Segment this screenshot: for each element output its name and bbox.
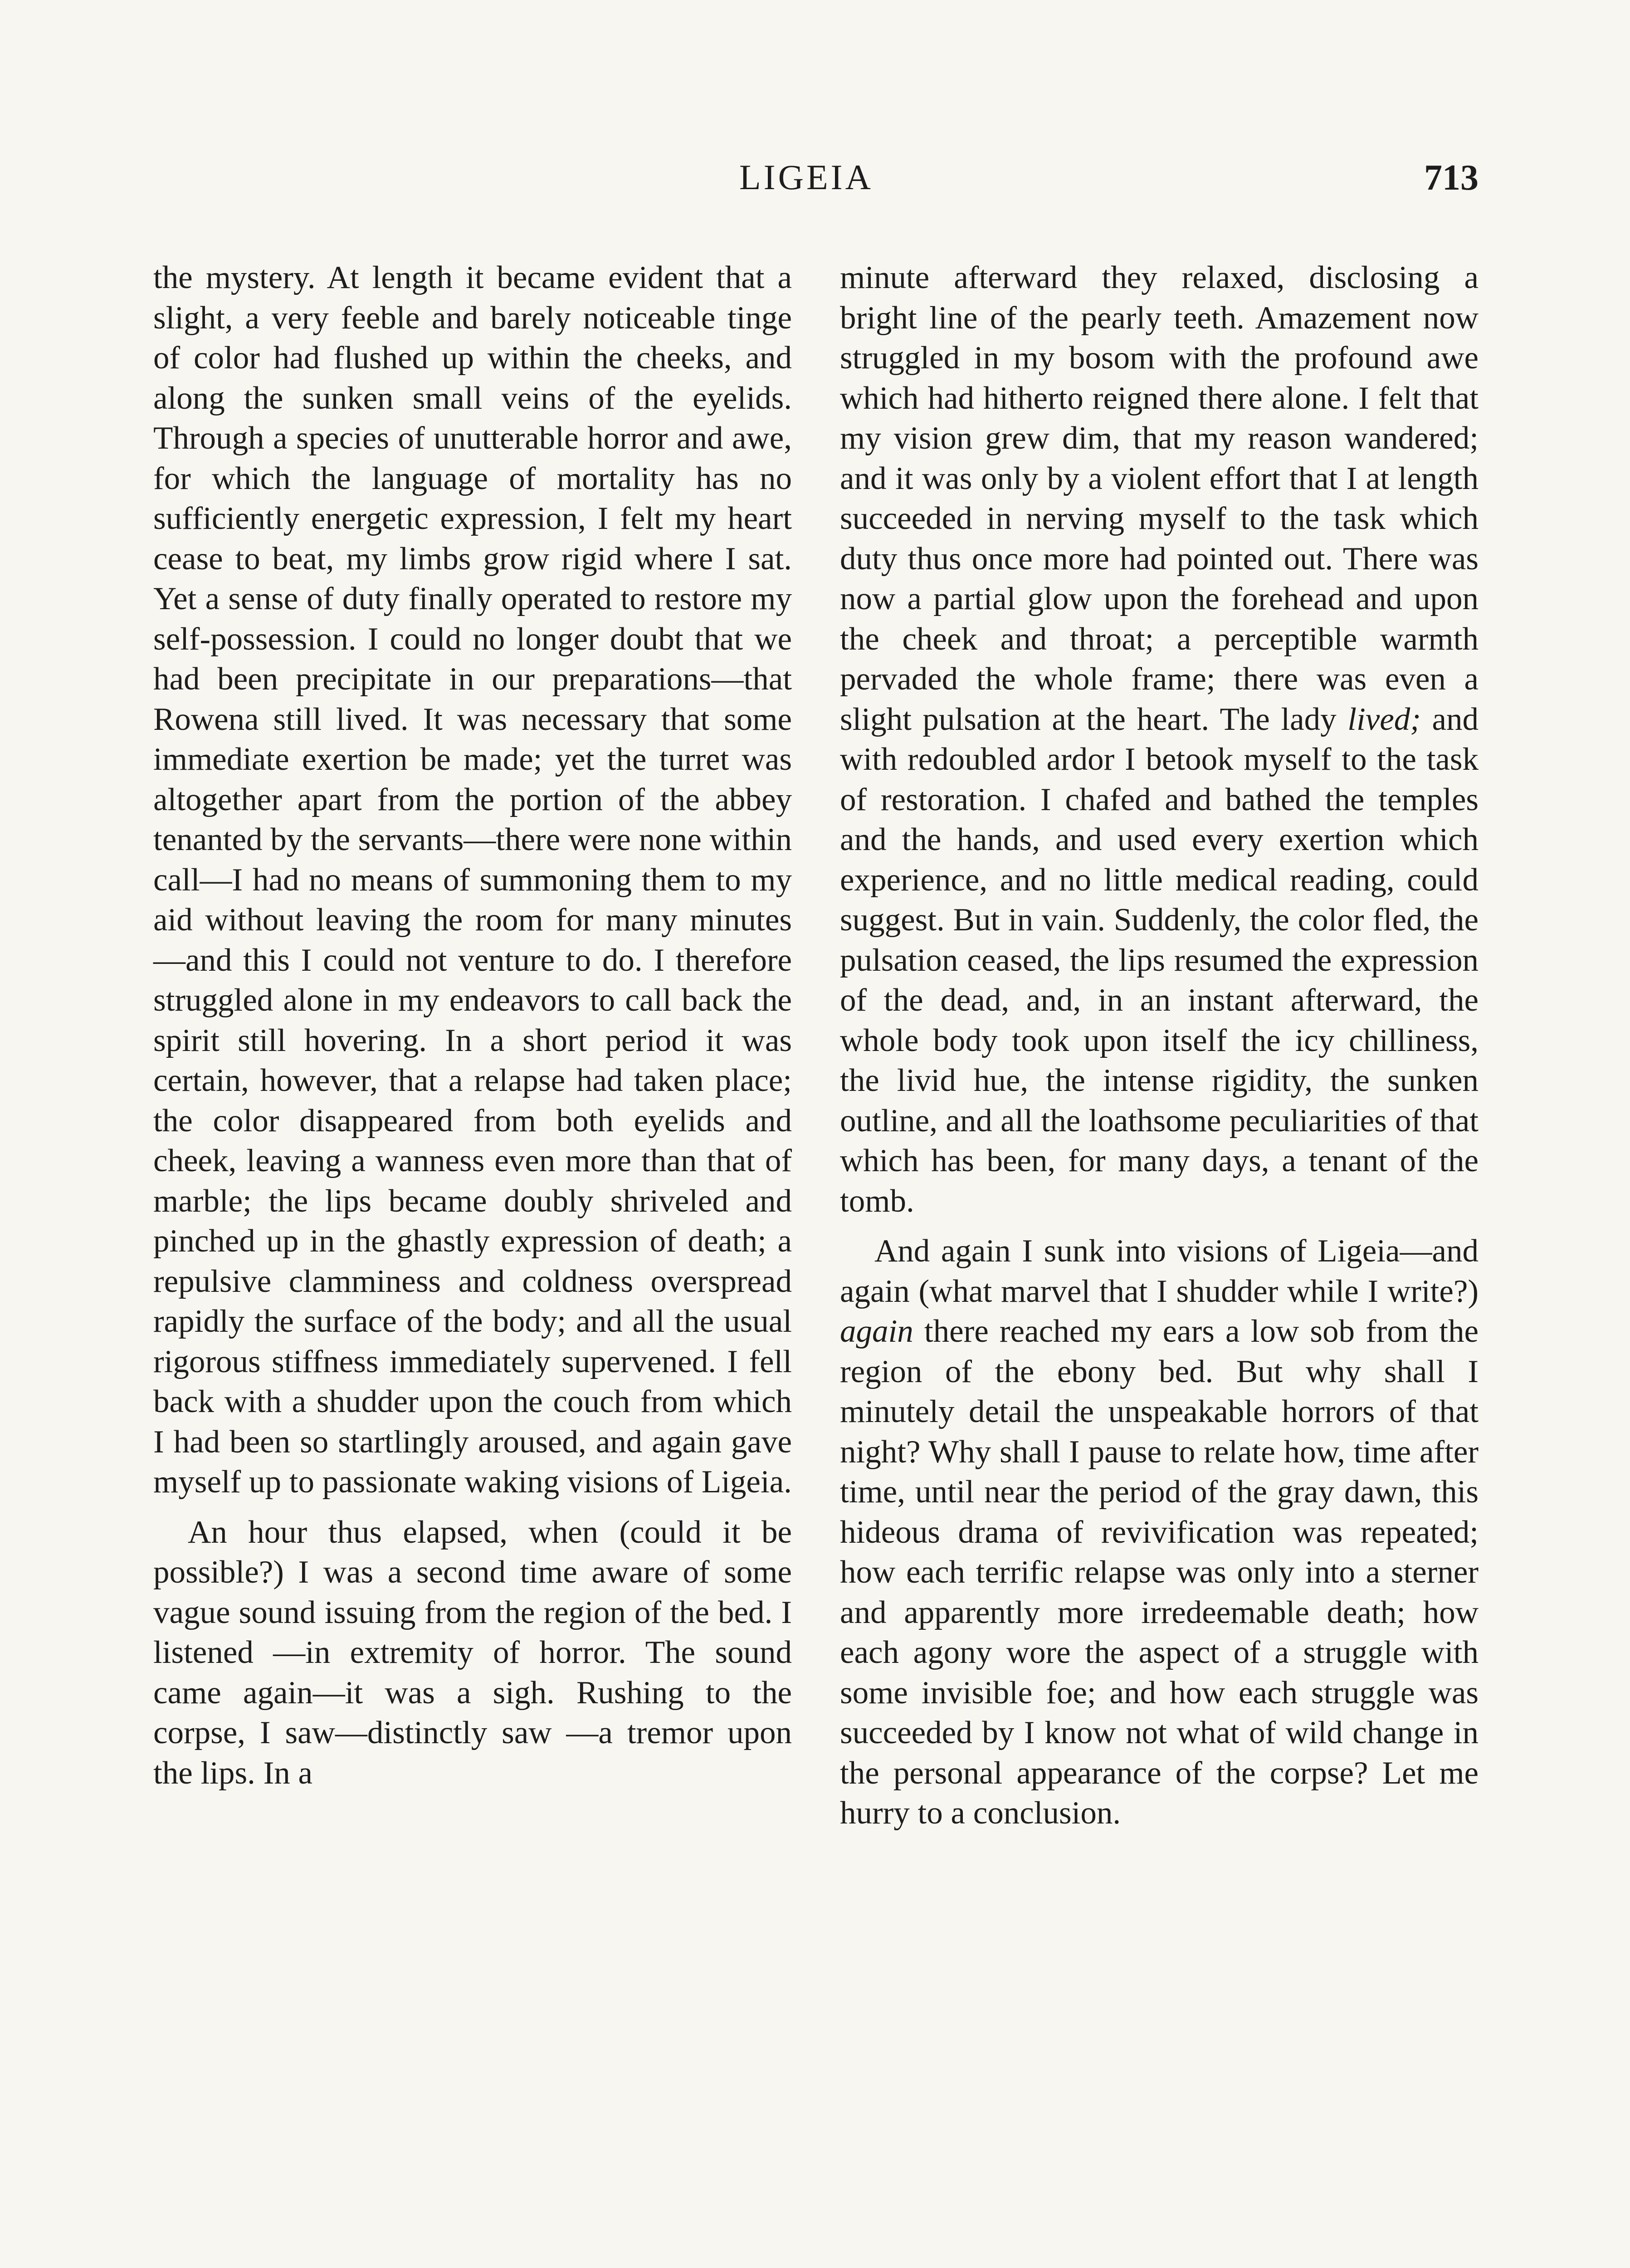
paragraph: the mystery. At length it became evident that a slight, a very feeble and barely noticeable tinge of color had flushed up within the cheeks, and along the sunken small veins of the eyelids. Through a species of unutterable horror and awe, for which the language of mortality has no sufficiently energetic expression, I felt my heart cease to beat, my limbs grow rigid where I sat. Yet a sense of duty finally operated to restore my self-possession. I could no longer doubt that we had been precipitate in our preparations—that Rowena still lived. It was necessary that some immediate exertion be made; yet the turret was altogether apart from the portion of the abbey tenanted by the servants—there were none within call—I had no means of summoning them to my aid without leaving the room for many minutes—and this I could not venture to do. I therefore struggled alone in my endeavors to call back the spirit still hovering. In a short period it was certain, however, that a relapse had taken place; the color disappeared from both eyelids and cheek, leaving a wanness even more than that of marble; the lips became doubly shriveled and pinched up in the ghastly expression of death; a repulsive clamminess and coldness overspread rapidly the surface of the body; and all the usual rigorous stiffness immediately supervened. I fell back with a shudder upon the couch from which I had been so startlingly aroused, and again gave myself up to passionate waking visions of Ligeia.	[153, 260, 792, 1500]
text-run: there reached my ears a low sob from the region of the ebony bed. But why shall I minutely detail the unspeakable horrors of that night? Why shall I pause to relate how, time after time, until near the period of the gray dawn, this hideous drama of revivification was repeated; how each terrific relapse was only into a sterner and apparently more irredeemable death; how each agony wore the aspect of a struggle with some invisible foe; and how each struggle was succeeded by I know not what of wild change in the personal appearance of the corpse? Let me hurry to a conclusion.	[840, 1314, 1479, 1831]
text-column-left	[153, 258, 792, 1793]
text-run: and with redoubled ardor I betook myself to the task of restoration. I chafed and bathed the temples and the hands, and used every exertion which experience, and no little medical reading, could suggest. But in vain. Suddenly, the color fled, the pulsation ceased, the lips resumed the expression of the dead, and, in an instant afterward, the whole body took upon itself the icy chilliness, the livid hue, the intense rigidity, the sunken outline, and all the loathsome peculiarities of that which has been, for many days, a tenant of the tomb.	[840, 701, 1479, 1219]
paragraph: An hour thus elapsed, when (could it be possible?) I was a second time aware of some vague sound issuing from the region of the bed. I listened —in extremity of horror. The sound came again—it was a sigh. Rushing to the corpse, I saw—distinctly saw —a tremor upon the lips. In a	[153, 1514, 792, 1791]
page-number: 713	[1424, 158, 1479, 198]
emphasis-text: again	[840, 1314, 913, 1349]
text-run: And again I sunk into visions of Ligeia—and again (what marvel that I shudder while I write?)	[840, 1233, 1479, 1309]
text-run: minute afterward they relaxed, disclosing a bright line of the pearly teeth. Amazement now struggled in my bosom with the profound awe which had hitherto reigned there alone. I felt that my vision grew dim, that my reason wandered; and it was only by a violent effort that I at length succeeded in nerving myself to the task which duty thus once more had pointed out. There was now a partial glow upon the forehead and upon the cheek and throat; a perceptible warmth pervaded the whole frame; there was even a slight pulsation at the heart. The lady	[840, 260, 1479, 737]
emphasis-text: lived;	[1347, 701, 1421, 737]
running-title: LIGEIA	[739, 157, 874, 197]
paragraph	[840, 258, 1479, 1221]
paragraph	[840, 1231, 1479, 1833]
text-column-right	[840, 258, 1479, 1833]
